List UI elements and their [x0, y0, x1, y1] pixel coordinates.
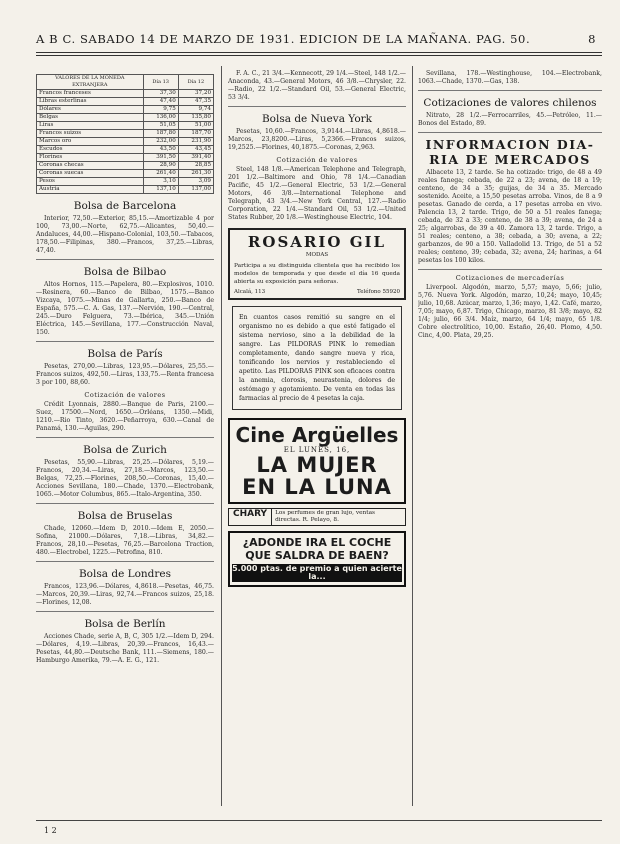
table-cell: 9,74 [178, 106, 213, 114]
page-number: 1 2 [44, 826, 57, 835]
page-header [36, 32, 596, 50]
divider [418, 269, 602, 270]
footer-rule [36, 820, 602, 821]
table-cell: 261,30 [178, 170, 213, 178]
divider [36, 437, 214, 438]
header-title: A B C. SABADO 14 DE MARZO DE 1931. EDICION DE LA MAÑANA. PAG. 50. [36, 32, 531, 46]
section-title: Bolsa de Londres [78, 568, 172, 580]
ad-address: Alcalá, 113 [234, 289, 266, 295]
table-cell: 232,00 [143, 138, 178, 146]
section-title: Bolsa de Bruselas [77, 510, 173, 522]
table-cell: 51,00 [178, 122, 213, 130]
column-2 [228, 70, 406, 810]
table-cell: 187,80 [143, 130, 178, 138]
chary-brand: CHARY [229, 509, 272, 525]
table-header: Día 13 [143, 75, 178, 90]
section-text: Francos, 123,96.—Dólares, 4,8618.—Pesetas, 46,75.—Marcos, 20,39.—Liras, 92,74.—Francos suizos, 25,18.—Florines, 12,08. [36, 583, 214, 606]
cinema-date: EL LUNES, 16, [283, 446, 351, 454]
section-text: Pesetas, 55,90.—Libras, 25,25.—Dólares, 5,19.—Francos, 20,34.—Liras, 27,18.—Marcos, 123,50.—Belgas, 72,25.—Florines, 208,50.—Coronas, 15,40.—Acciones Sevillana, 180.—Chade, 1370.—Electrobank, 1065.—Motor Columbus, 865.—Italo-Argentina, 350. [36, 459, 214, 498]
section-text: Pesetas, 270,00.—Libras, 123,95.—Dólares, 25,55.—Francos suizos, 492,50.—Liras, 133,75.—Renta francesa 3 por 100, 88,60. [36, 363, 214, 386]
table-cell: 37,20 [178, 90, 213, 98]
section-text: Interior, 72,50.—Exterior, 85,15.—Amortizable 4 por 100, 73,00.—Norte, 62,75.—Alicantes, 50,40.—Andaluces, 44,00.—Hispano-Colonial, 103,50.—Tabacos, 178,50.—Filipinas, 380.—Francos, 37,25.—Libras, 47,40. [36, 215, 214, 254]
table-row [37, 90, 214, 98]
table-cell: Austria [37, 186, 144, 194]
table-header-line: VALORES DE LA MONEDA [55, 75, 125, 81]
section-text: Altos Hornos, 115.—Papelera, 80.—Explosivos, 1010.—Resinera, 60.—Banco de Bilbao, 1575.—Banco Vizcaya, 1075.—Minas de Gallarta, 250.—Banco de España, 575.—C. A. Gas, 137.—Nervión, 190.—Central, 245.—Duro Felguera, 73.—Ibérica, 345.—Unión Eléctrica, 145.—Sevillana, 177.—Construcción Naval, 150. [36, 281, 214, 336]
column-divider [221, 66, 222, 806]
table-row [37, 106, 214, 114]
header-rule-2 [36, 55, 602, 56]
table-cell: 187,70 [178, 130, 213, 138]
section-text: Pesetas, 10,60.—Francos, 3,9144.—Libras, 4,8618.—Marcos, 23,8200.—Liras, 5,2366.—Francos suizos, 19,2525.—Florines, 40,1875.—Coronas, 2,963. [228, 128, 406, 151]
ad-footer [234, 288, 400, 296]
section-title: Bolsa de Bilbao [83, 266, 167, 278]
markets-title-line: RIA DE MERCADOS [429, 152, 591, 167]
table-cell: Coronas suecas [37, 170, 144, 178]
coche-question: ¿ADONDE IRA EL COCHE [242, 536, 392, 549]
table-row [37, 122, 214, 130]
section-text: F. A. C., 21 3/4.—Kennecott, 29 1/4.—Steel, 148 1/2.—Anaconda, 43.—General Motors, 46 3/8.—Chrysler, 22.—Radio, 22 1/2.—Standard Oil, 53.—General Electric, 53 3/4. [228, 70, 406, 101]
ad-text: Participa a su distinguida clientela que ha recibido los modelos de temporada y que desde el día 16 queda abierta su exposición para señoras. [234, 263, 400, 285]
ad-brand: ROSARIO GIL [247, 233, 387, 251]
table-row [37, 98, 214, 106]
divider [36, 259, 214, 260]
table-cell: Coronas checas [37, 162, 144, 170]
divider [228, 106, 406, 107]
ad-subtitle: MODAS [305, 252, 329, 258]
table-row [37, 186, 214, 194]
table-cell: 28,90 [143, 162, 178, 170]
section-text: Albacete 13, 2 tarde. Se ha cotizado: trigo, de 48 a 49 reales fanega; cebada, de 22 a 23; avena, de 18 a 19; centeno, de 34 a 35; guijas, de 34 a 35. Mercado sostenido. Aceite, a 15,50 pesetas arroba. Vinos, de 8 a 9 pesetas. Ganado de cerda, a 17 pesetas arroba en vivo. Palencia 13, 2 tarde. Trigo, de 50 a 51 reales fanega; cebada, de 32 a 33; centeno, de 38 a 39; avena, de 24 a 25; algarrobas, de 39 a 40. Zamora 13, 2 tarde. Trigo, a 51 reales; centeno, a 38; cebada, a 30; avena, a 22; garbanzos, de 90 a 150. Valladolid 13. Trigo, de 51 a 52 reales; centeno, 39; cebada, 32; avena, 24; harinas, a 64 pesetas los 100 kilos. [418, 169, 602, 264]
section-title: Bolsa de Zurich [83, 444, 167, 456]
table-row [37, 146, 214, 154]
table-cell: 3,09 [178, 178, 213, 186]
table-cell: 391,40 [178, 154, 213, 162]
section-text: Chade, 12060.—Idem D, 2010.—Idem E, 2050.—Sofina, 21000.—Dólares, 7,18.—Libras, 34,82.—Francos, 28,10.—Pesetas, 76,25.—Barcelona Traction, 480.—Electrobel, 1225.—Petrofina, 810. [36, 525, 214, 556]
chary-text: Los perfumes de gran lujo, ventas directas. R. Pelayo, 8. [275, 510, 376, 523]
table-cell: Florines [37, 154, 144, 162]
table-cell: Marcos oro [37, 138, 144, 146]
table-cell: 391,50 [143, 154, 178, 162]
coche-question: QUE SALDRA DE BAEN? [245, 549, 389, 562]
section-text: Acciones Chade, serie A, B, C, 305 1/2.—Idem D, 294.—Dólares, 4,19.—Libras, 20,39.—Francos, 16,43.—Pesetas, 44,80.—Deutsche Bank, 111.—Siemens, 180.—Hamburgo Amerika, 79.—A. E. G., 121. [36, 633, 214, 664]
markets-title-line: INFORMACION DIA- [425, 137, 595, 152]
table-header: Día 12 [178, 75, 213, 90]
table-cell: 3,10 [143, 178, 178, 186]
section-text: Sevillana, 178.—Westinghouse, 104.—Electrobank, 1063.—Chade, 1370.—Gas, 138. [418, 70, 602, 85]
table-row [37, 130, 214, 138]
section-subtitle: Cotización de valores [276, 156, 358, 164]
film-title-line: LA MUJER [256, 453, 378, 477]
section-text: Liverpool. Algodón, marzo, 5,57; mayo, 5,66; julio, 5,76. Nueva York. Algodón, marzo, 10,24; mayo, 10,45; julio, 10,68. Azúcar, marzo, 1,36; mayo, 1,42. Café, marzo, 7,05; mayo, 6,87. Trigo, Chicago, marzo, 81 3/8; mayo, 82 1/4; julio, 66 3/4. Maíz, marzo, 64 1/4; mayo, 65 1/8. Cobre electrolítico, 10,00. Estaño, 26,40. Plomo, 4,50. Cinc, 4,00. Plata, 29,25. [418, 284, 602, 339]
table-cell: Dólares [37, 106, 144, 114]
table-row [37, 170, 214, 178]
film-title-line: EN LA LUNA [242, 475, 392, 499]
chary-ad [228, 508, 406, 526]
divider [36, 341, 214, 342]
table-cell: Pesos [37, 178, 144, 186]
table-cell: 37,30 [143, 90, 178, 98]
section-subtitle: Cotizaciones de mercaderías [455, 274, 565, 282]
table-header [37, 75, 144, 90]
table-cell: Escudos [37, 146, 144, 154]
markets-title [418, 137, 602, 167]
table-row [37, 154, 214, 162]
page-mark: 8 [588, 32, 596, 46]
section-text: Crédit Lyonnais, 2880.—Banque de Paris, 2100.—Suez, 17500.—Nord, 1650.—Orléans, 1350.—Midi, 1210.—Rio Tinto, 3620.—Peñarroya, 630.—Canal de Panamá, 130.—Aguilas, 290. [36, 401, 214, 432]
table-cell: 9,75 [143, 106, 178, 114]
table-row [37, 114, 214, 122]
section-text: Nitrato, 28 1/2.—Ferrocarriles, 45.—Petróleo, 11.—Bonos del Estado, 89. [418, 112, 602, 127]
table-cell: 28,85 [178, 162, 213, 170]
table-cell: 47,40 [143, 98, 178, 106]
table-cell: Libras esterlinas [37, 98, 144, 106]
divider [36, 561, 214, 562]
table-cell: Francos suizos [37, 130, 144, 138]
table-row [37, 178, 214, 186]
cine-arguelles-ad [228, 418, 406, 504]
section-title: Bolsa de Berlín [84, 618, 166, 630]
table-cell: 51,05 [143, 122, 178, 130]
table-cell: 43,50 [143, 146, 178, 154]
header-rule [36, 52, 602, 53]
divider [36, 503, 214, 504]
coche-ad [228, 531, 406, 587]
section-title: Bolsa de Nueva York [261, 113, 373, 125]
ad-phone: Teléfono 55920 [357, 289, 400, 295]
pink-pills-ad: En cuantos casos remitió su sangre en el organismo no es debido a que esté fatigado el sistema nervioso, sino a la debilidad de la sangre. Las PILDORAS PINK lo remedian completamente, dando sangre nueva y rica, tonificando los nervios y restableciendo el apetito. Las PILDORAS PINK son eficaces contra la anemia, clorosis, neurastenia, dolores de estómago y agotamiento. De venta en todas las farmacias al precio de 4 pesetas la caja. [232, 306, 402, 410]
table-cell: 137,10 [143, 186, 178, 194]
exchange-table [36, 74, 214, 194]
section-title: Cotizaciones de valores chilenos [423, 97, 597, 109]
divider [418, 90, 602, 91]
divider [418, 132, 602, 133]
table-cell: 43,45 [178, 146, 213, 154]
table-cell: Belgas [37, 114, 144, 122]
table-cell: 136,00 [143, 114, 178, 122]
table-cell: 261,40 [143, 170, 178, 178]
coche-prize: 5.000 ptas. de premio a quien acierte la... [232, 564, 402, 581]
table-row [37, 138, 214, 146]
table-cell: 47,35 [178, 98, 213, 106]
column-divider [412, 66, 413, 806]
section-title: Bolsa de París [87, 348, 163, 360]
section-text: Steel, 148 1/8.—American Telephone and Telegraph, 201 1/2.—Baltimore and Ohio, 78 1/4.—Canadian Pacific, 45 1/2.—General Electric, 53 1/2.—General Motors, 46 3/8.—International Telephone and Telegraph, 43 3/4.—New York Central, 127.—Radio Corporation, 22 1/4.—Standard Oil, 53 1/2.—United States Rubber, 20 1/8.—Westinghouse Electric, 104. [228, 166, 406, 221]
rosario-gil-ad [228, 228, 406, 300]
section-subtitle: Cotización de valores [84, 391, 166, 399]
table-cell: 137,00 [178, 186, 213, 194]
table-cell: 135,80 [178, 114, 213, 122]
table-cell: Liras [37, 122, 144, 130]
divider [36, 611, 214, 612]
column-3 [418, 70, 602, 810]
table-header-line: EXTRANJERA [72, 82, 108, 88]
cinema-name: Cine Argüelles [235, 423, 399, 447]
section-title: Bolsa de Barcelona [73, 200, 177, 212]
column-1 [36, 70, 214, 810]
table-row [37, 162, 214, 170]
table-cell: 231,90 [178, 138, 213, 146]
table-cell: Francos franceses [37, 90, 144, 98]
